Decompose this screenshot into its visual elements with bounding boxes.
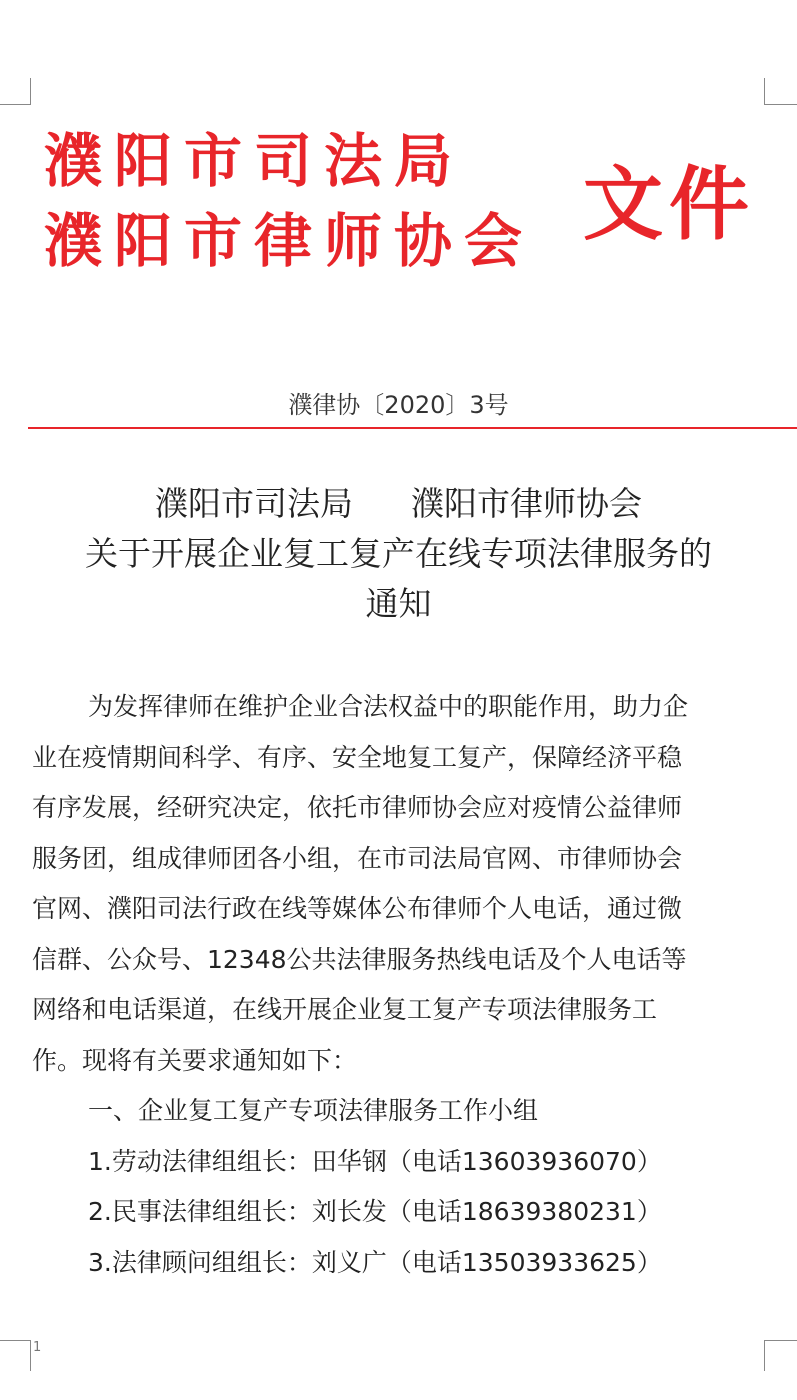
red-divider [28, 427, 797, 429]
title-line-1 [0, 484, 797, 523]
document-body [32, 682, 762, 1288]
document-type: 文件 [583, 158, 755, 251]
paragraph-line: 信群、公众号、12348公共法律服务热线电话及个人电话等 [32, 944, 687, 974]
paragraph-line: 业在疫情期间科学、有序、安全地复工复产，保障经济平稳 [32, 742, 683, 772]
paragraph-line: 官网、濮阳司法行政在线等媒体公布律师个人电话，通过微 [32, 894, 683, 923]
crop-mark-top-right [764, 78, 797, 105]
document-number: 濮律协〔2020〕3号 [288, 391, 509, 419]
page-number: 1 [33, 1340, 42, 1355]
paragraph-line: 为发挥律师在维护企业合法权益中的职能作用，助力企 [88, 692, 689, 721]
title-issuer-2: 濮阳市律师协会 [411, 484, 642, 523]
title-line-3: 通知 [365, 584, 432, 623]
paragraph-line: 作。现将有关要求通知如下： [32, 1045, 358, 1075]
crop-mark-bottom-right [764, 1340, 797, 1371]
group-item: 3.法律顾问组组长：刘义广（电话13503933625） [88, 1247, 662, 1277]
title-line-2: 关于开展企业复工复产在线专项法律服务的 [85, 534, 712, 573]
crop-mark-top-left [0, 78, 31, 105]
paragraph-line: 有序发展，经研究决定，依托市律师协会应对疫情公益律师 [32, 793, 683, 822]
paragraph-line: 网络和电话渠道，在线开展企业复工复产专项法律服务工 [32, 995, 658, 1024]
group-item: 1.劳动法律组组长：田华钢（电话13603936070） [88, 1146, 662, 1176]
crop-mark-bottom-left [0, 1340, 31, 1371]
paragraph-line: 服务团，组成律师团各小组，在市司法局官网、市律师协会 [32, 843, 683, 873]
issuing-org-2: 濮阳市律师协会 [44, 207, 535, 275]
title-issuer-1: 濮阳市司法局 [155, 484, 353, 523]
group-item: 2.民事法律组组长：刘长发（电话18639380231） [88, 1197, 662, 1226]
issuing-org-1: 濮阳市司法局 [44, 127, 465, 195]
section-heading: 一、企业复工复产专项法律服务工作小组 [88, 1096, 539, 1125]
